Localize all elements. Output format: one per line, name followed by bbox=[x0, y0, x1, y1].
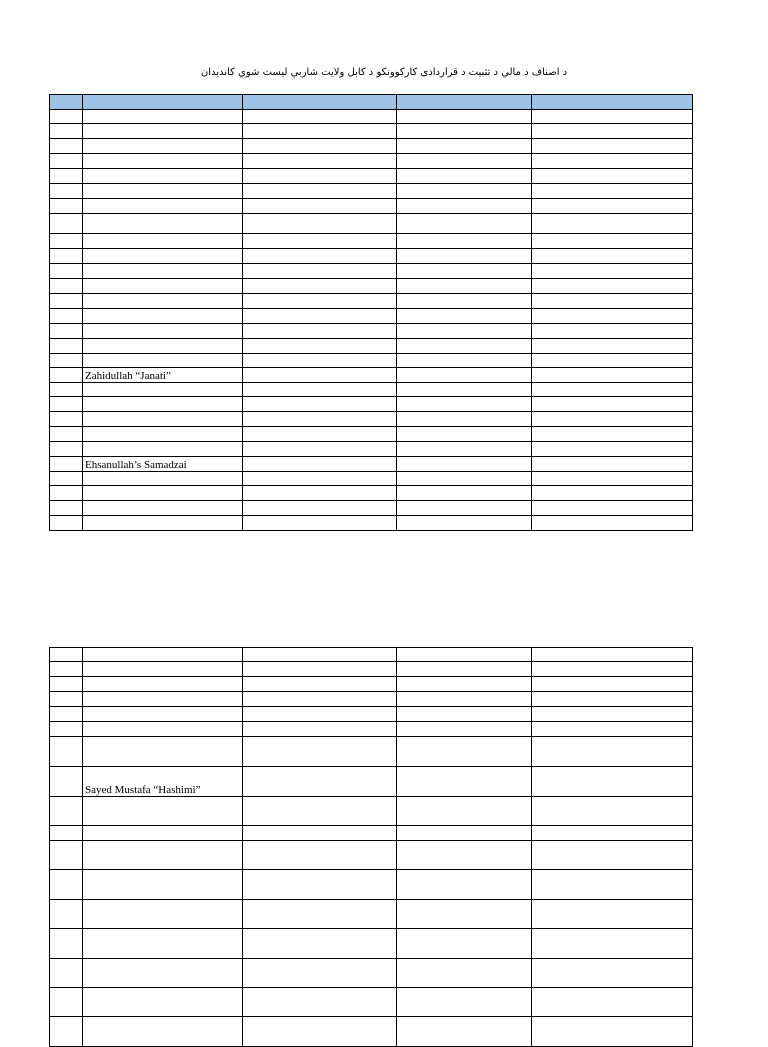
table-row bbox=[50, 169, 693, 184]
cell-col-father-name bbox=[243, 737, 397, 767]
cell-col-name bbox=[83, 988, 243, 1017]
table-row bbox=[50, 662, 693, 677]
cell-col-no bbox=[50, 737, 83, 767]
cell-col-remarks bbox=[532, 324, 693, 339]
cell-col-id bbox=[397, 662, 532, 677]
table-row bbox=[50, 397, 693, 412]
cell-col-id bbox=[397, 234, 532, 249]
cell-col-id bbox=[397, 214, 532, 234]
cell-col-no bbox=[50, 199, 83, 214]
cell-col-father-name bbox=[243, 110, 397, 124]
cell-col-id bbox=[397, 722, 532, 737]
cell-col-no bbox=[50, 169, 83, 184]
cell-col-father-name bbox=[243, 214, 397, 234]
cell-col-name bbox=[83, 339, 243, 354]
cell-col-father-name bbox=[243, 324, 397, 339]
cell-col-father-name bbox=[243, 662, 397, 677]
cell-col-name: Sayed Mustafa “Hashimi” bbox=[83, 767, 243, 797]
table-row bbox=[50, 139, 693, 154]
cell-col-father-name bbox=[243, 383, 397, 397]
table-row bbox=[50, 501, 693, 516]
cell-col-no bbox=[50, 324, 83, 339]
cell-col-no bbox=[50, 472, 83, 486]
cell-col-no bbox=[50, 139, 83, 154]
cell-col-id bbox=[397, 294, 532, 309]
table-row bbox=[50, 648, 693, 662]
table-row bbox=[50, 199, 693, 214]
cell-col-no bbox=[50, 383, 83, 397]
cell-col-remarks bbox=[532, 169, 693, 184]
cell-col-name bbox=[83, 929, 243, 959]
cell-col-id bbox=[397, 368, 532, 383]
cell-col-father-name bbox=[243, 457, 397, 472]
table-row bbox=[50, 486, 693, 501]
table-row bbox=[50, 383, 693, 397]
cell-col-no bbox=[50, 516, 83, 531]
cell-col-no bbox=[50, 501, 83, 516]
cell-col-remarks bbox=[532, 184, 693, 199]
cell-col-id bbox=[397, 397, 532, 412]
cell-col-father-name bbox=[243, 988, 397, 1017]
cell-col-remarks bbox=[532, 841, 693, 870]
cell-col-no bbox=[50, 841, 83, 870]
cell-col-id bbox=[397, 648, 532, 662]
cell-col-remarks bbox=[532, 234, 693, 249]
cell-col-father-name bbox=[243, 516, 397, 531]
cell-col-father-name bbox=[243, 249, 397, 264]
cell-col-no bbox=[50, 662, 83, 677]
cell-col-name bbox=[83, 154, 243, 169]
candidates-table-2 bbox=[49, 647, 693, 1047]
document-title: د اصناف د مالي د تثبیت د قراردادی کارکوونکو د کابل ولایت شاربې لیست شوي کاندیدان bbox=[200, 67, 568, 78]
cell-col-name bbox=[83, 412, 243, 427]
cell-col-remarks bbox=[532, 154, 693, 169]
table-row bbox=[50, 412, 693, 427]
cell-col-name bbox=[83, 692, 243, 707]
table-row bbox=[50, 184, 693, 199]
cell-col-father-name bbox=[243, 767, 397, 797]
table-row bbox=[50, 722, 693, 737]
cell-col-name bbox=[83, 442, 243, 457]
cell-col-remarks bbox=[532, 457, 693, 472]
cell-col-id bbox=[397, 309, 532, 324]
cell-col-id bbox=[397, 677, 532, 692]
cell-col-id bbox=[397, 457, 532, 472]
cell-col-remarks bbox=[532, 662, 693, 677]
cell-col-name: Zahidullah “Janati” bbox=[83, 368, 243, 383]
cell-col-id bbox=[397, 264, 532, 279]
cell-col-father-name bbox=[243, 139, 397, 154]
header-col-father-name bbox=[243, 95, 397, 110]
table-row bbox=[50, 472, 693, 486]
cell-col-no bbox=[50, 124, 83, 139]
cell-col-father-name bbox=[243, 677, 397, 692]
cell-col-id bbox=[397, 692, 532, 707]
cell-col-remarks bbox=[532, 826, 693, 841]
cell-col-remarks bbox=[532, 516, 693, 531]
cell-col-name bbox=[83, 722, 243, 737]
cell-col-id bbox=[397, 988, 532, 1017]
cell-col-father-name bbox=[243, 722, 397, 737]
cell-col-remarks bbox=[532, 472, 693, 486]
table-row bbox=[50, 264, 693, 279]
cell-col-father-name bbox=[243, 234, 397, 249]
header-col-no bbox=[50, 95, 83, 110]
cell-col-remarks bbox=[532, 959, 693, 988]
table-row bbox=[50, 707, 693, 722]
table-row bbox=[50, 900, 693, 929]
cell-col-father-name bbox=[243, 486, 397, 501]
candidates-table-1 bbox=[49, 94, 693, 531]
cell-col-remarks bbox=[532, 929, 693, 959]
cell-col-id bbox=[397, 427, 532, 442]
cell-col-no bbox=[50, 368, 83, 383]
cell-col-id bbox=[397, 139, 532, 154]
cell-col-father-name bbox=[243, 707, 397, 722]
cell-col-remarks bbox=[532, 294, 693, 309]
cell-col-name bbox=[83, 737, 243, 767]
cell-col-name bbox=[83, 169, 243, 184]
cell-col-remarks bbox=[532, 124, 693, 139]
table-row bbox=[50, 1017, 693, 1047]
cell-col-name bbox=[83, 199, 243, 214]
cell-col-remarks bbox=[532, 648, 693, 662]
cell-col-father-name bbox=[243, 841, 397, 870]
cell-col-no bbox=[50, 486, 83, 501]
cell-col-id bbox=[397, 279, 532, 294]
cell-col-no bbox=[50, 184, 83, 199]
cell-col-remarks bbox=[532, 692, 693, 707]
cell-col-remarks bbox=[532, 797, 693, 826]
cell-col-father-name bbox=[243, 959, 397, 988]
cell-col-remarks bbox=[532, 354, 693, 368]
table-row bbox=[50, 767, 693, 797]
cell-col-remarks bbox=[532, 199, 693, 214]
table-row bbox=[50, 870, 693, 900]
cell-col-father-name bbox=[243, 339, 397, 354]
cell-col-id bbox=[397, 737, 532, 767]
cell-col-father-name bbox=[243, 472, 397, 486]
cell-col-id bbox=[397, 199, 532, 214]
table-row bbox=[50, 442, 693, 457]
table-row bbox=[50, 294, 693, 309]
cell-col-name bbox=[83, 324, 243, 339]
cell-col-no bbox=[50, 677, 83, 692]
table-row bbox=[50, 368, 693, 383]
cell-col-remarks bbox=[532, 486, 693, 501]
table-row bbox=[50, 309, 693, 324]
cell-col-no bbox=[50, 294, 83, 309]
cell-col-remarks bbox=[532, 264, 693, 279]
cell-col-father-name bbox=[243, 154, 397, 169]
cell-col-id bbox=[397, 826, 532, 841]
cell-col-no bbox=[50, 988, 83, 1017]
cell-col-remarks bbox=[532, 870, 693, 900]
cell-col-name bbox=[83, 184, 243, 199]
cell-col-remarks bbox=[532, 677, 693, 692]
cell-col-no bbox=[50, 767, 83, 797]
table-row bbox=[50, 279, 693, 294]
table-row bbox=[50, 841, 693, 870]
cell-col-no bbox=[50, 214, 83, 234]
cell-col-id bbox=[397, 184, 532, 199]
cell-col-name bbox=[83, 486, 243, 501]
cell-col-father-name bbox=[243, 412, 397, 427]
cell-col-id bbox=[397, 442, 532, 457]
table-row bbox=[50, 692, 693, 707]
cell-col-id bbox=[397, 249, 532, 264]
table-row bbox=[50, 677, 693, 692]
cell-col-father-name bbox=[243, 826, 397, 841]
cell-col-remarks bbox=[532, 279, 693, 294]
cell-col-father-name bbox=[243, 184, 397, 199]
cell-col-name bbox=[83, 959, 243, 988]
cell-col-remarks bbox=[532, 501, 693, 516]
cell-col-father-name bbox=[243, 264, 397, 279]
cell-col-id bbox=[397, 501, 532, 516]
cell-col-name bbox=[83, 214, 243, 234]
cell-col-name bbox=[83, 354, 243, 368]
cell-col-no bbox=[50, 457, 83, 472]
cell-col-remarks bbox=[532, 139, 693, 154]
cell-col-name bbox=[83, 110, 243, 124]
cell-col-name bbox=[83, 516, 243, 531]
cell-col-father-name bbox=[243, 929, 397, 959]
cell-col-name bbox=[83, 249, 243, 264]
table-row bbox=[50, 214, 693, 234]
cell-col-father-name bbox=[243, 501, 397, 516]
cell-col-name bbox=[83, 662, 243, 677]
cell-col-no bbox=[50, 354, 83, 368]
cell-col-name bbox=[83, 472, 243, 486]
cell-col-no bbox=[50, 1017, 83, 1047]
cell-col-name bbox=[83, 309, 243, 324]
cell-col-remarks bbox=[532, 412, 693, 427]
cell-col-no bbox=[50, 648, 83, 662]
cell-col-id bbox=[397, 767, 532, 797]
cell-col-father-name bbox=[243, 294, 397, 309]
cell-col-name bbox=[83, 648, 243, 662]
cell-col-no bbox=[50, 264, 83, 279]
cell-col-name bbox=[83, 124, 243, 139]
cell-col-id bbox=[397, 900, 532, 929]
cell-col-id bbox=[397, 797, 532, 826]
cell-col-father-name bbox=[243, 354, 397, 368]
cell-col-name bbox=[83, 139, 243, 154]
cell-col-no bbox=[50, 279, 83, 294]
cell-col-father-name bbox=[243, 199, 397, 214]
cell-col-remarks bbox=[532, 110, 693, 124]
cell-col-name bbox=[83, 870, 243, 900]
cell-col-no bbox=[50, 692, 83, 707]
cell-col-remarks bbox=[532, 397, 693, 412]
cell-col-id bbox=[397, 324, 532, 339]
cell-col-no bbox=[50, 870, 83, 900]
cell-col-father-name bbox=[243, 309, 397, 324]
cell-col-father-name bbox=[243, 368, 397, 383]
cell-col-father-name bbox=[243, 169, 397, 184]
cell-col-name bbox=[83, 707, 243, 722]
cell-col-no bbox=[50, 797, 83, 826]
cell-col-id bbox=[397, 841, 532, 870]
cell-col-remarks bbox=[532, 339, 693, 354]
table-row bbox=[50, 324, 693, 339]
cell-col-name bbox=[83, 397, 243, 412]
table-row bbox=[50, 929, 693, 959]
cell-col-no bbox=[50, 412, 83, 427]
cell-col-name bbox=[83, 797, 243, 826]
cell-col-father-name bbox=[243, 427, 397, 442]
cell-col-name bbox=[83, 1017, 243, 1047]
table-row bbox=[50, 154, 693, 169]
header-col-id bbox=[397, 95, 532, 110]
table-row bbox=[50, 249, 693, 264]
cell-col-name bbox=[83, 279, 243, 294]
table-row bbox=[50, 427, 693, 442]
cell-col-id bbox=[397, 1017, 532, 1047]
cell-col-id bbox=[397, 412, 532, 427]
cell-col-id bbox=[397, 516, 532, 531]
cell-col-remarks bbox=[532, 900, 693, 929]
cell-col-no bbox=[50, 722, 83, 737]
cell-col-no bbox=[50, 154, 83, 169]
cell-col-no bbox=[50, 900, 83, 929]
cell-col-no bbox=[50, 234, 83, 249]
cell-col-id bbox=[397, 959, 532, 988]
cell-col-remarks bbox=[532, 383, 693, 397]
cell-col-remarks bbox=[532, 368, 693, 383]
cell-col-no bbox=[50, 339, 83, 354]
cell-col-no bbox=[50, 110, 83, 124]
cell-col-id bbox=[397, 383, 532, 397]
cell-col-id bbox=[397, 929, 532, 959]
cell-col-id bbox=[397, 354, 532, 368]
table-row bbox=[50, 339, 693, 354]
cell-col-remarks bbox=[532, 1017, 693, 1047]
cell-col-father-name bbox=[243, 124, 397, 139]
cell-col-id bbox=[397, 472, 532, 486]
cell-col-remarks bbox=[532, 249, 693, 264]
cell-col-remarks bbox=[532, 707, 693, 722]
cell-col-name bbox=[83, 501, 243, 516]
cell-col-no bbox=[50, 707, 83, 722]
cell-col-father-name bbox=[243, 397, 397, 412]
cell-col-no bbox=[50, 442, 83, 457]
table-row bbox=[50, 354, 693, 368]
table-header-row bbox=[50, 95, 693, 110]
cell-col-no bbox=[50, 397, 83, 412]
cell-col-no bbox=[50, 427, 83, 442]
cell-col-name bbox=[83, 427, 243, 442]
cell-col-id bbox=[397, 486, 532, 501]
table-row bbox=[50, 826, 693, 841]
cell-col-name bbox=[83, 383, 243, 397]
table-row bbox=[50, 797, 693, 826]
cell-col-father-name bbox=[243, 797, 397, 826]
cell-col-id bbox=[397, 707, 532, 722]
cell-col-father-name bbox=[243, 1017, 397, 1047]
table-row bbox=[50, 234, 693, 249]
cell-col-father-name bbox=[243, 442, 397, 457]
cell-col-name bbox=[83, 900, 243, 929]
cell-col-name bbox=[83, 234, 243, 249]
table-row bbox=[50, 457, 693, 472]
cell-col-father-name bbox=[243, 900, 397, 929]
cell-col-name bbox=[83, 841, 243, 870]
cell-col-remarks bbox=[532, 309, 693, 324]
cell-col-father-name bbox=[243, 870, 397, 900]
cell-col-no bbox=[50, 826, 83, 841]
cell-col-name bbox=[83, 264, 243, 279]
cell-col-no bbox=[50, 249, 83, 264]
cell-col-name bbox=[83, 677, 243, 692]
cell-col-id bbox=[397, 870, 532, 900]
cell-col-remarks bbox=[532, 427, 693, 442]
cell-col-name: Ehsanullah’s Samadzai bbox=[83, 457, 243, 472]
cell-col-id bbox=[397, 154, 532, 169]
cell-col-no bbox=[50, 929, 83, 959]
cell-col-remarks bbox=[532, 737, 693, 767]
table-row bbox=[50, 737, 693, 767]
cell-col-remarks bbox=[532, 722, 693, 737]
cell-col-no bbox=[50, 959, 83, 988]
cell-col-father-name bbox=[243, 692, 397, 707]
table-row bbox=[50, 516, 693, 531]
cell-col-id bbox=[397, 124, 532, 139]
header-col-remarks bbox=[532, 95, 693, 110]
cell-col-name bbox=[83, 294, 243, 309]
table-row bbox=[50, 124, 693, 139]
cell-col-father-name bbox=[243, 648, 397, 662]
cell-col-id bbox=[397, 169, 532, 184]
table-row bbox=[50, 959, 693, 988]
table-row bbox=[50, 988, 693, 1017]
cell-col-remarks bbox=[532, 767, 693, 797]
cell-col-name bbox=[83, 826, 243, 841]
cell-col-remarks bbox=[532, 214, 693, 234]
cell-col-father-name bbox=[243, 279, 397, 294]
cell-col-remarks bbox=[532, 988, 693, 1017]
cell-col-id bbox=[397, 110, 532, 124]
table-row bbox=[50, 110, 693, 124]
cell-col-id bbox=[397, 339, 532, 354]
cell-col-remarks bbox=[532, 442, 693, 457]
header-col-name bbox=[83, 95, 243, 110]
cell-col-no bbox=[50, 309, 83, 324]
